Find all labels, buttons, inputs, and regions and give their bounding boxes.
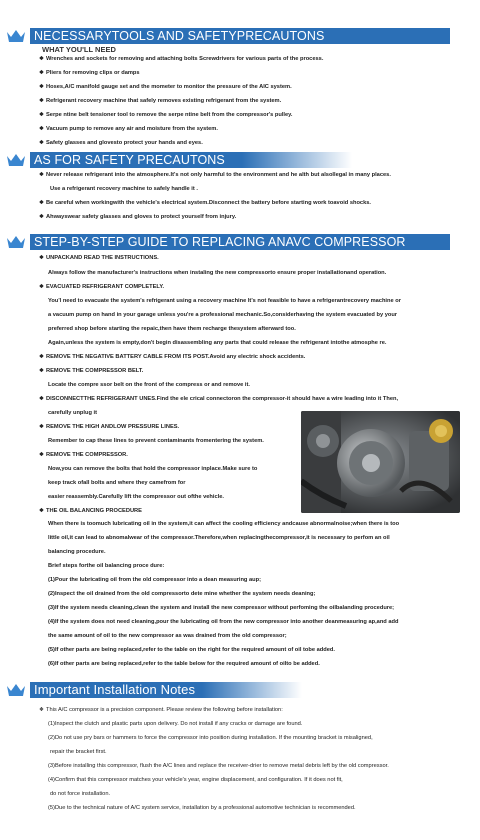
line-text: Be careful when workingwith the vehicle's electrical system.Disconnect the battery before starting work toavoid shocks. — [46, 200, 372, 206]
line-text: Serpe ntine belt tensioner tool to remove the serpe ntine belt from the compressor's pulley. — [46, 112, 293, 118]
tools-item — [39, 84, 292, 91]
crown-icon — [6, 683, 26, 697]
guide-line: Now,you can remove the bolts that hold the compressor inplace.Make sure to — [48, 466, 258, 472]
diamond-bullet-icon: ❖ — [39, 200, 44, 206]
guide-line: (1)Pour the lubricating oil from the old compressor into a dean measuring aup; — [48, 577, 261, 583]
guide-line: preferred shop before starting the repaic,then have them recharge thesystem afterward too. — [48, 326, 296, 332]
line-text: Never release refrigerant into the atmosphere.It's not only harmful to the environment and he alth but alsollegal in many places. — [46, 172, 391, 178]
diamond-bullet-icon: ❖ — [39, 707, 44, 713]
guide-line: (5)If other parts are being replaced,refer to the table on the right for the required amount of oil tobe added. — [48, 647, 335, 653]
diamond-bullet-icon: ❖ — [39, 354, 44, 360]
guide-step-heading — [39, 396, 399, 403]
safety-item — [39, 200, 372, 207]
guide-line: (3)If the system needs cleaning,clean the system and install the new compressor without perfoming the oilbalanding procedure; — [48, 605, 395, 611]
notes-line: repair the bracket first. — [50, 749, 107, 755]
notes-line: (5)Due to the technical nature of A/C system service, installation by a professional automotive technician is recommended. — [48, 805, 356, 811]
diamond-bullet-icon: ❖ — [39, 98, 44, 104]
guide-line: the same amount of oil to the new compressor as was drained from the old compressor; — [48, 633, 287, 639]
line-text: EVACUATED REFRIGERANT COMPLETELY. — [46, 284, 165, 290]
guide-line: a vacuum pump on hand in your garage unless you're a professional mechanic.So,considerhaving the system evacuated by your — [48, 312, 398, 318]
guide-line: Always follow the manufacturer's instructions when instaling the new compressorto ensure proper installationand operation. — [48, 270, 387, 276]
guide-title: STEP-BY-STEP GUIDE TO REPLACING ANAVC COMPRESSOR — [30, 234, 450, 250]
guide-line: (6)If other parts are being replaced,refer to the table below for the required amount of oilto be added. — [48, 661, 320, 667]
tools-item — [39, 70, 140, 77]
guide-line: carefully unplug it — [48, 410, 97, 416]
diamond-bullet-icon: ❖ — [39, 84, 44, 90]
header-fade — [242, 152, 352, 168]
guide-line: easier reassembly.Carefully lift the compressor out ofthe vehicle. — [48, 494, 224, 500]
line-text: Vacuum pump to remove any air and moisture from the system. — [46, 126, 218, 132]
line-text: Pliers for removing clips or damps — [46, 70, 140, 76]
guide-step-heading — [39, 368, 144, 375]
safety-item — [39, 214, 237, 221]
diamond-bullet-icon: ❖ — [39, 424, 44, 430]
line-text: Safety glasses and glovesto protect your hands and eyes. — [46, 140, 203, 146]
guide-line: When there is toomuch lubricating oil in the system,it can affect the cooling efficiency andcause abnormalnoise;when there is too — [48, 521, 400, 527]
notes-line: (4)Confirm that this compressor matches your vehicle's year, engine displacement, and configuration. If it does not fit, — [48, 777, 343, 783]
line-text: UNPACKAND READ THE INSTRUCTIONS. — [46, 255, 159, 261]
guide-line: Brief steps forthe oil balancing proce dure: — [48, 563, 165, 569]
notes-title: Important Installation Notes — [30, 682, 202, 698]
tools-subtitle: WHAT YOU'LL NEED — [42, 45, 116, 54]
diamond-bullet-icon: ❖ — [39, 56, 44, 62]
line-text: Refrigerant recovery machine that safely removes existing refrigerant from the system. — [46, 98, 282, 104]
line-text: REMOVE THE HIGH ANDLOW PRESSURE LINES. — [46, 424, 180, 430]
diamond-bullet-icon: ❖ — [39, 126, 44, 132]
tools-title: NECESSARYTOOLS AND SAFETYPRECAUTONS — [30, 28, 450, 44]
guide-step-heading — [39, 452, 128, 459]
diamond-bullet-icon: ❖ — [39, 368, 44, 374]
tools-header — [0, 28, 480, 44]
header-fade — [202, 682, 302, 698]
diamond-bullet-icon: ❖ — [39, 112, 44, 118]
tools-item — [39, 98, 282, 105]
crown-icon — [6, 153, 26, 167]
guide-line: Locate the compre ssor belt on the front of the compress or and remove it. — [48, 382, 250, 388]
notes-line: do not force installation. — [50, 791, 111, 797]
guide-line: little oil,it can lead to abnomalwear of the compressor.Therefore,when replacingthecompressor,it is necessary to perfom an oil — [48, 535, 390, 541]
guide-step-heading — [39, 354, 306, 361]
guide-step-heading — [39, 284, 165, 291]
safety-header — [0, 152, 480, 168]
safety-item — [39, 172, 391, 179]
notes-line: (2)Do not use pry bars or hammers to force the compressor into position during installation. If the mounting bracket is misaligned, — [48, 735, 373, 741]
guide-line: (2)Inspect the oil drained from the old compressorto dete mine whether the system needs deaning; — [48, 591, 316, 597]
diamond-bullet-icon: ❖ — [39, 70, 44, 76]
notes-line: (3)Before installing this compressor, flush the A/C lines and replace the receiver-drier to remove metal debris left by the old compressor. — [48, 763, 389, 769]
diamond-bullet-icon: ❖ — [39, 255, 44, 261]
guide-step-heading — [39, 508, 142, 515]
line-text: REMOVE THE NEGATIVE BATTERY CABLE FROM ITS POST.Avoid any electric shock accidents. — [46, 354, 306, 360]
guide-line: balancing procedure. — [48, 549, 106, 555]
guide-line: Remember to cap these lines to prevent contaminants fromentering the system. — [48, 438, 264, 444]
line-text: THE OIL BALANCING PROCEDURE — [46, 508, 142, 514]
tools-item — [39, 112, 293, 119]
diamond-bullet-icon: ❖ — [39, 396, 44, 402]
guide-line: (4)If the system does not need cleaning,pour the lubricating oil from the new compressor into another deanmeasuring ap,and add — [48, 619, 399, 625]
diamond-bullet-icon: ❖ — [39, 508, 44, 514]
tools-item — [39, 56, 324, 63]
line-text: Hoses,A/C manifold gauge set and the mometer to monitor the pressure of the AIC system. — [46, 84, 292, 90]
diamond-bullet-icon: ❖ — [39, 284, 44, 290]
guide-header — [0, 234, 480, 250]
guide-line: You'l need to evacuate the system's refrigerant using a recovery machine It's not feasible to have a refrigerantrecovery machine or — [48, 298, 401, 304]
line-text: REMOVE THE COMPRESSOR. — [46, 452, 128, 458]
crown-icon — [6, 235, 26, 249]
diamond-bullet-icon: ❖ — [39, 452, 44, 458]
notes-header — [0, 682, 480, 698]
safety-title: AS FOR SAFETY PRECAUTONS — [30, 152, 242, 168]
crown-icon — [6, 29, 26, 43]
tools-item — [39, 126, 218, 133]
tools-item — [39, 140, 203, 147]
guide-line: Again,unless the system is empty,don't begin disassembling any parts that could release the refrigerant intothe atmosphe re. — [48, 340, 387, 346]
diamond-bullet-icon: ❖ — [39, 140, 44, 146]
guide-line: keep track ofall bolts and where they camefrom for — [48, 480, 186, 486]
guide-step-heading — [39, 255, 159, 262]
compressor-photo — [301, 411, 460, 513]
line-text: Wrenches and sockets for removing and attaching bolts Screwdrivers for various parts of the process. — [46, 56, 324, 62]
diamond-bullet-icon: ❖ — [39, 172, 44, 178]
line-text: Ahwayswear safety glasses and gloves to protect yourself from injury. — [46, 214, 237, 220]
notes-line — [39, 707, 283, 714]
guide-step-heading — [39, 424, 180, 431]
diamond-bullet-icon: ❖ — [39, 214, 44, 220]
line-text: DISCONNECTTHE REFRIGERANT UNES.Find the ele crical connectoron the compressor-it should have a wire leading into it Then, — [46, 396, 399, 402]
line-text: REMOVE THE COMPRESSOR BELT. — [46, 368, 144, 374]
notes-line: (1)Inspect the clutch and plastic parts upon delivery. Do not install if any cracks or damage are found. — [48, 721, 303, 727]
safety-item: Use a refrigerant recovery machine to safely handle it . — [50, 186, 198, 192]
line-text: This A/C compressor is a precision component. Please review the following before installation: — [46, 707, 283, 713]
